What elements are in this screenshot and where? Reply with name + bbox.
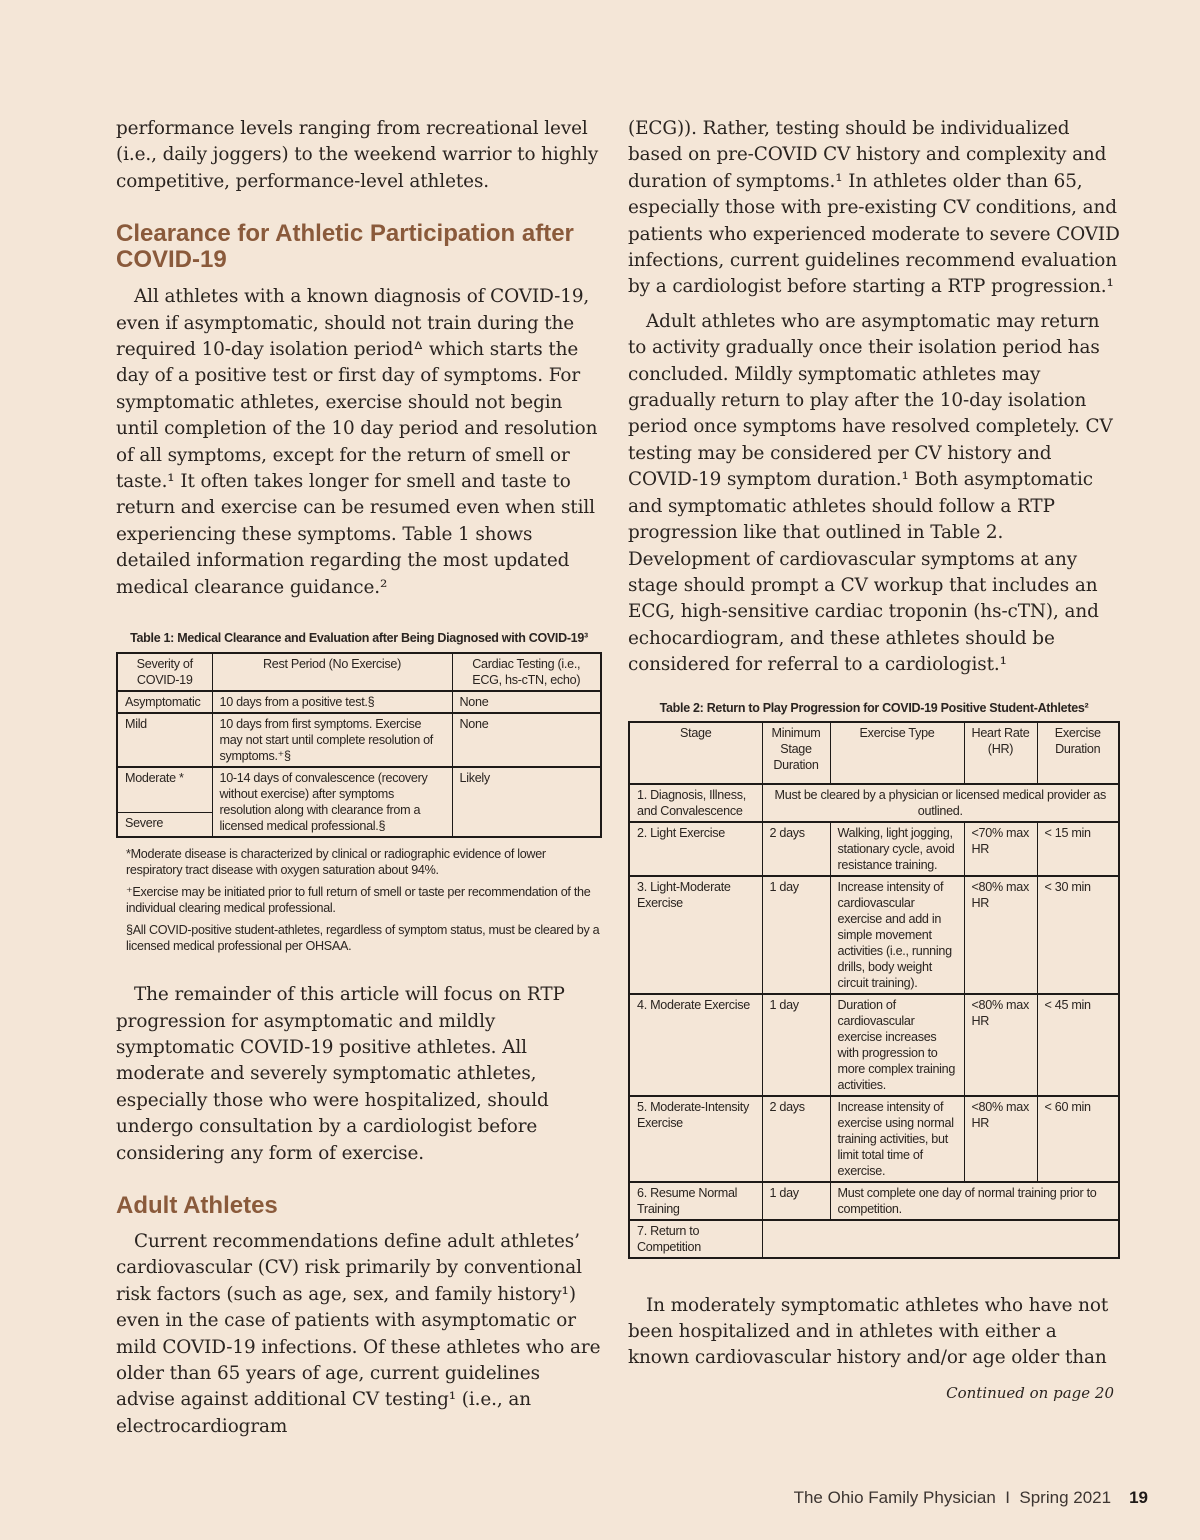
t2-cell: Walking, light jogging, stationary cycle, avoid resistance training.: [830, 822, 964, 876]
remainder-paragraph: The remainder of this article will focus on RTP progression for asymptomatic and mildly symptomatic COVID-19 positive athletes. All moderate and severely symptomatic athletes, especially those who were hospitalized, should undergo consultation by a cardiologist before considering any form of exercise.: [116, 984, 565, 1164]
continued-note: Continued on page 20: [946, 1383, 1114, 1402]
table-row: [629, 1182, 1119, 1220]
clearance-paragraph: All athletes with a known diagnosis of COVID-19, even if asymptomatic, should not train during the required 10-day isolation periodᐞ which starts the day of a positive test or first day of symptoms. For symptomatic athletes, exercise should not begin until completion of the 10 day period and resolution of all symptoms, except for the return of smell or taste.¹ It often takes longer for smell and taste to return and exercise can be resumed even when still experiencing these symptoms. Table 1 shows detailed information regarding the most updated medical clearance guidance.²: [116, 286, 598, 598]
asymptomatic-paragraph: Adult athletes who are asymptomatic may return to activity gradually once their isolation period has concluded. Mildly symptomatic athletes may gradually return to play after the 10-day isolation period once symptoms have resolved completely. CV testing may be considered per CV history and COVID-19 symptom duration.¹ Both asymptomatic and symptomatic athletes should follow a RTP progression like that outlined in Table 2. Development of cardiovascular symptoms at any stage should prompt a CV workup that includes an ECG, high-sensitive cardiac troponin (hs-cTN), and echocardiogram, and these athletes should be considered for referral to a cardiologist.¹: [628, 310, 1113, 676]
t2-cell: Increase intensity of exercise using normal training activities, but limit total time of exercise.: [830, 1096, 964, 1182]
table-row: [629, 822, 1119, 876]
table-row: [117, 767, 601, 813]
table1: [116, 652, 602, 838]
t2-cell: 4. Moderate Exercise: [629, 994, 762, 1096]
t1-head-cardiac: Cardiac Testing (i.e., ECG, hs-cTN, echo): [452, 653, 601, 691]
testing-paragraph: (ECG)). Rather, testing should be individualized based on pre-COVID CV history and complexity and duration of symptoms.¹ In athletes older than 65, especially those with pre-existing CV conditions, and patients who experienced moderate to severe COVID infections, current guidelines recommend evaluation by a cardiologist before starting a RTP progression.¹: [628, 118, 1120, 298]
table1-footnote: §All COVID-positive student-athletes, regardless of symptom status, must be cleared by a licensed medical professional per OHSAA.: [126, 923, 600, 954]
t1-head-rest: Rest Period (No Exercise): [212, 653, 452, 691]
t2-cell: Must complete one day of normal training prior to competition.: [830, 1182, 1119, 1220]
t2-head-stage: Stage: [629, 722, 762, 784]
t2-cell: 5. Moderate-Intensity Exercise: [629, 1096, 762, 1182]
t2-head-exercise-duration: Exercise Duration: [1037, 722, 1119, 784]
t1-cell: 10-14 days of convalescence (recovery without exercise) after symptoms resolution along with clearance from a licensed medical professional.§: [212, 767, 452, 837]
table2-header: [629, 722, 1119, 784]
table-row: [629, 994, 1119, 1096]
t1-cell: 10 days from a positive test.§: [212, 691, 452, 713]
table2-caption: Table 2: Return to Play Progression for COVID-19 Positive Student-Athletes²: [659, 700, 1089, 715]
table-row: [629, 1096, 1119, 1182]
t2-cell: 3. Light-Moderate Exercise: [629, 876, 762, 994]
t2-cell: <80% max HR: [964, 1096, 1037, 1182]
t2-cell: 2 days: [762, 822, 830, 876]
left-column: [116, 116, 602, 1440]
t1-cell: Mild: [117, 713, 212, 767]
t2-cell: < 60 min: [1037, 1096, 1119, 1182]
t2-cell: 7. Return to Competition: [629, 1220, 762, 1258]
t2-cell: < 45 min: [1037, 994, 1119, 1096]
t1-cell: 10 days from first symptoms. Exercise may not start until complete resolution of symptoms.⁺§: [212, 713, 452, 767]
t2-cell: Increase intensity of cardiovascular exercise and add in simple movement activities (i.e., running drills, body weight circuit training).: [830, 876, 964, 994]
t1-cell: None: [452, 713, 601, 767]
table1-caption: Table 1: Medical Clearance and Evaluation after Being Diagnosed with COVID-19³: [130, 631, 588, 646]
table2: [628, 721, 1120, 1259]
t2-cell: 2. Light Exercise: [629, 822, 762, 876]
t2-head-duration: Minimum Stage Duration: [762, 722, 830, 784]
t2-head-heart-rate: Heart Rate (HR): [964, 722, 1037, 784]
table1-header: [117, 653, 601, 691]
heading-adult-athletes: Adult Athletes: [116, 1191, 278, 1219]
intro-paragraph: performance levels ranging from recreational level (i.e., daily joggers) to the weekend warrior to highly competitive, performance-level athletes.: [116, 118, 599, 192]
t2-cell: 1 day: [762, 1182, 830, 1220]
table-row: [117, 691, 601, 713]
table1-footnote: *Moderate disease is characterized by clinical or radiographic evidence of lower respiratory tract disease with oxygen saturation about 94%.: [126, 847, 546, 878]
page-number: 19: [1129, 1488, 1148, 1507]
t1-cell: Severe: [117, 813, 212, 838]
t2-cell: <70% max HR: [964, 822, 1037, 876]
t1-head-severity: Severity of COVID-19: [117, 653, 212, 691]
adult-paragraph: Current recommendations define adult athletes’ cardiovascular (CV) risk primarily by conventional risk factors (such as age, sex, and family history¹) even in the case of patients with asymptomatic or mild COVID-19 infections. Of these athletes who are older than 65 years of age, current guidelines advise against additional CV testing¹ (i.e., an electrocardiogram: [116, 1230, 601, 1437]
publication-name: The Ohio Family Physician I Spring 2021: [793, 1488, 1112, 1507]
t2-cell: 6. Resume Normal Training: [629, 1182, 762, 1220]
right-column: [628, 116, 1120, 1402]
t2-cell: <80% max HR: [964, 994, 1037, 1096]
t2-cell: <80% max HR: [964, 876, 1037, 994]
table-row: [117, 713, 601, 767]
t2-head-exercise-type: Exercise Type: [830, 722, 964, 784]
t1-cell: None: [452, 691, 601, 713]
table1-footnote: ⁺Exercise may be initiated prior to full return of smell or taste per recommendation of the individual clearing medical professional.: [126, 885, 591, 916]
t2-cell: Duration of cardiovascular exercise increases with progression to more complex training activities.: [830, 994, 964, 1096]
t2-cell: < 30 min: [1037, 876, 1119, 994]
t1-cell: Moderate *: [117, 767, 212, 813]
t2-cell: 1 day: [762, 876, 830, 994]
moderate-paragraph: In moderately symptomatic athletes who have not been hospitalized and in athletes with either a known cardiovascular history and/or age older than: [628, 1294, 1109, 1369]
t2-cell: [762, 1220, 1119, 1258]
t2-cell: Must be cleared by a physician or licensed medical provider as outlined.: [762, 784, 1119, 822]
t1-cell: Asymptomatic: [117, 691, 212, 713]
table-row: [629, 1220, 1119, 1258]
t2-cell: 1 day: [762, 994, 830, 1096]
table-row: [629, 784, 1119, 822]
table-row: [629, 876, 1119, 994]
t2-cell: 1. Diagnosis, Illness, and Convalescence: [629, 784, 762, 822]
t2-cell: < 15 min: [1037, 822, 1119, 876]
t1-cell: Likely: [452, 767, 601, 837]
heading-clearance: Clearance for Athletic Participation after COVID-19: [116, 220, 574, 274]
page-footer: [794, 1488, 1148, 1508]
t2-cell: 2 days: [762, 1096, 830, 1182]
